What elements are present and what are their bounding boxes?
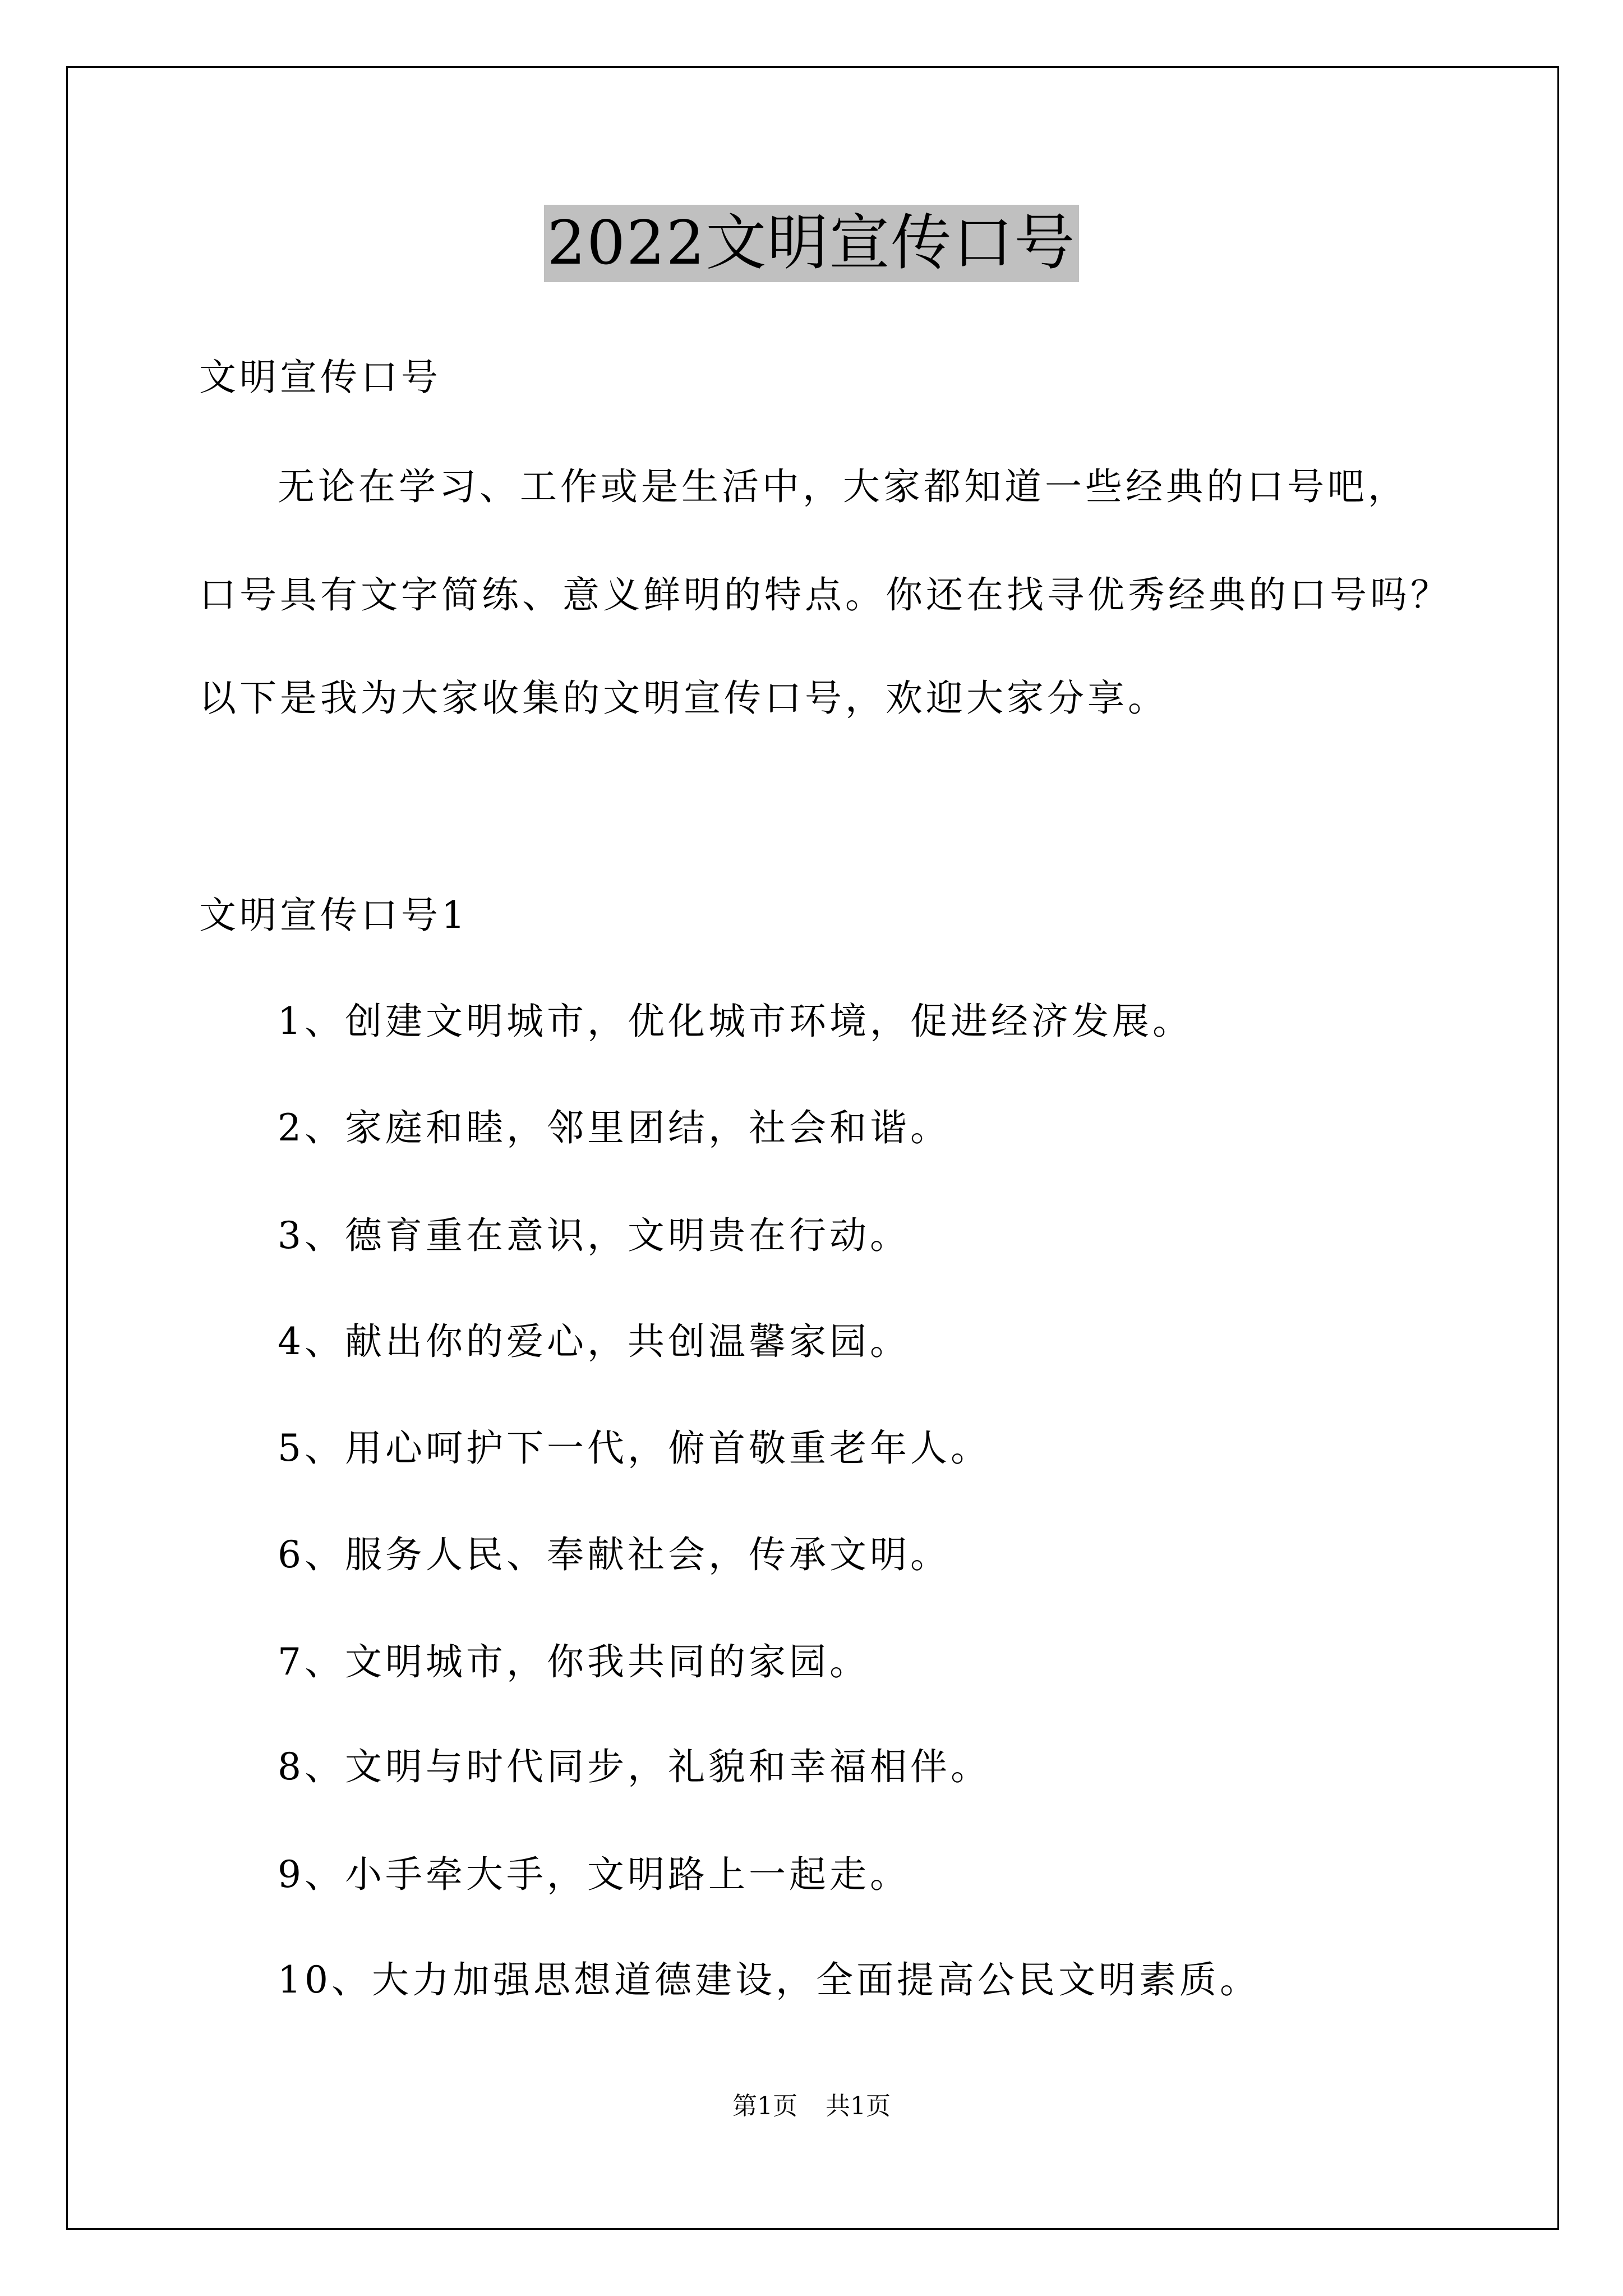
slogan-item-9: 9、小手牵大手，文明路上一起走。 (278, 1853, 910, 1896)
title-container (0, 205, 1623, 282)
slogan-item-7: 7、文明城市，你我共同的家园。 (278, 1640, 870, 1683)
page-footer (0, 2090, 1623, 2123)
intro-paragraph-line-2: 口号具有文字简练、意义鲜明的特点。你还在找寻优秀经典的口号吗？ (199, 573, 1451, 616)
document-title: 2022文明宣传口号 (544, 205, 1080, 282)
intro-paragraph-line-1: 无论在学习、工作或是生活中，大家都知道一些经典的口号吧， (278, 465, 1408, 508)
slogan-item-6: 6、服务人民、奉献社会，传承文明。 (278, 1533, 951, 1576)
slogan-item-2: 2、家庭和睦，邻里团结，社会和谐。 (278, 1106, 951, 1149)
page-number-total: 共1页 (826, 2092, 891, 2120)
slogan-item-4: 4、献出你的爱心，共创温馨家园。 (278, 1320, 910, 1363)
slogan-item-3: 3、德育重在意识，文明贵在行动。 (278, 1214, 910, 1257)
slogan-item-10: 10、大力加强思想道德建设，全面提高公民文明素质。 (278, 1958, 1260, 2001)
intro-heading: 文明宣传口号 (199, 356, 441, 399)
slogan-item-8: 8、文明与时代同步，礼貌和幸福相伴。 (278, 1745, 991, 1788)
intro-paragraph-line-3: 以下是我为大家收集的文明宣传口号，欢迎大家分享。 (199, 677, 1168, 720)
slogan-item-1: 1、创建文明城市，优化城市环境，促进经济发展。 (278, 1000, 1193, 1043)
section-heading: 文明宣传口号1 (199, 894, 468, 937)
page-number-current: 第1页 (732, 2092, 797, 2120)
slogan-item-5: 5、用心呵护下一代，俯首敬重老年人。 (278, 1427, 991, 1470)
